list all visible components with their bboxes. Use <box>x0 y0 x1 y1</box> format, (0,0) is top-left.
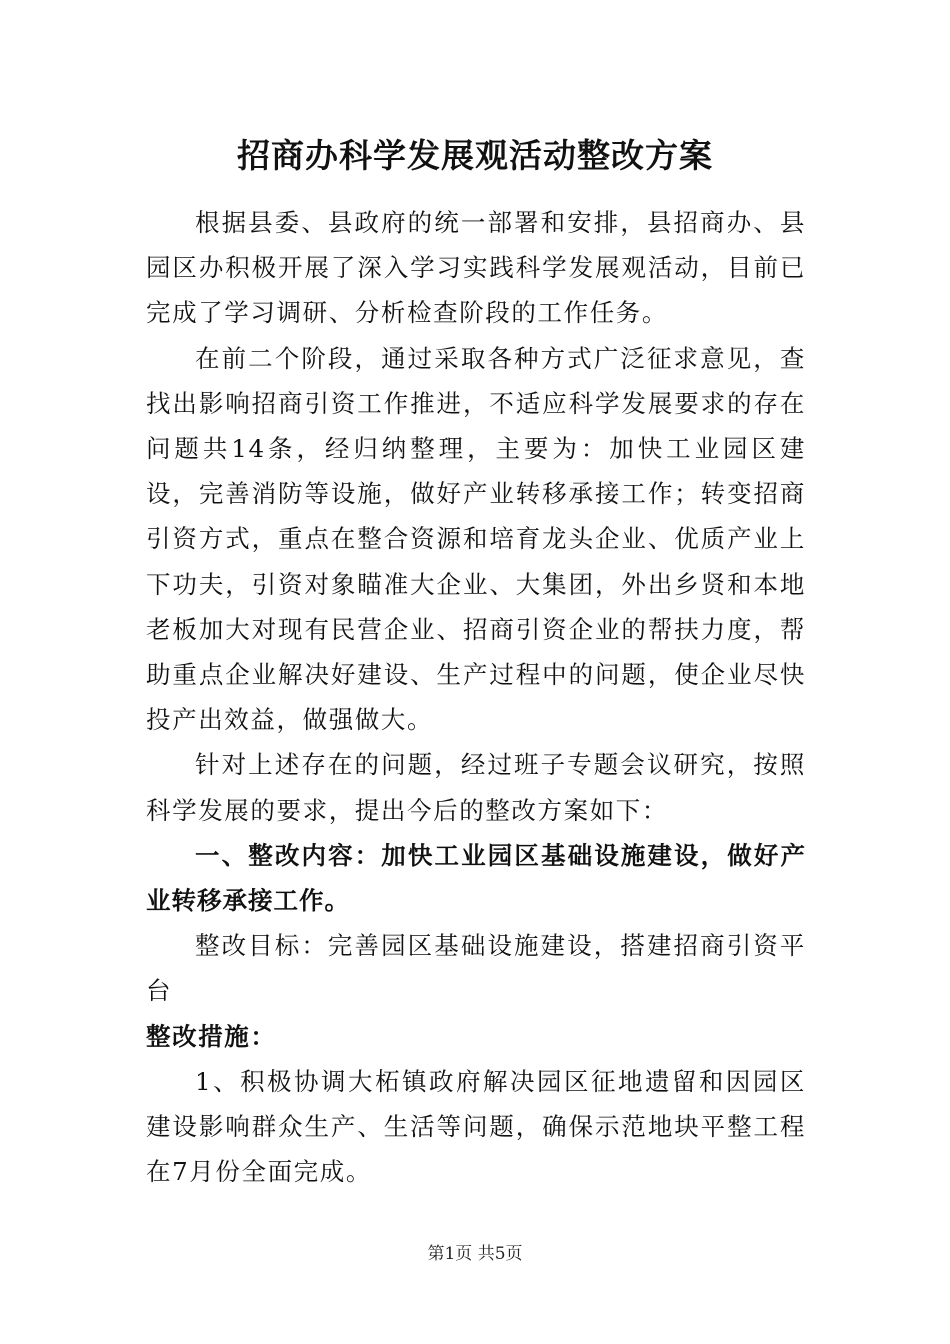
measure-item-1: 1、积极协调大柘镇政府解决园区征地遗留和因园区建设影响群众生产、生活等问题，确保示范地块平整工程在7月份全面完成。 <box>146 1066 806 1187</box>
paragraph-intro: 根据县委、县政府的统一部署和安排，县招商办、县园区办积极开展了深入学习实践科学发展观活动，目前已完成了学习调研、分析检查阶段的工作任务。 <box>146 208 806 328</box>
paragraph-plan-intro: 针对上述存在的问题，经过班子专题会议研究，按照科学发展的要求，提出今后的整改方案如下： <box>146 750 806 825</box>
section-heading: 一、整改内容：加快工业园区基础设施建设，做好产业转移承接工作。 <box>146 840 806 916</box>
page-footer: 第1页 共5页 <box>427 1244 523 1264</box>
measures-label: 整改措施： <box>146 1021 277 1051</box>
paragraph-goal: 整改目标：完善园区基础设施建设，搭建招商引资平台 <box>146 931 806 1006</box>
document-body <box>146 200 806 1194</box>
document-title: 招商办科学发展观活动整改方案 <box>237 136 713 175</box>
paragraph-problems: 在前二个阶段，通过采取各种方式广泛征求意见，查找出影响招商引资工作推进，不适应科学发展要求的存在问题共14条，经归纳整理，主要为：加快工业园区建设，完善消防等设施，做好产业转移承接工作；转变招商引资方式，重点在整合资源和培育龙头企业、优质产业上下功夫，引资对象瞄准大企业、大集团，外出乡贤和本地老板加大对现有民营企业、招商引资企业的帮扶力度，帮助重点企业解决好建设、生产过程中的问题，使企业尽快投产出效益，做强做大。 <box>146 343 806 735</box>
